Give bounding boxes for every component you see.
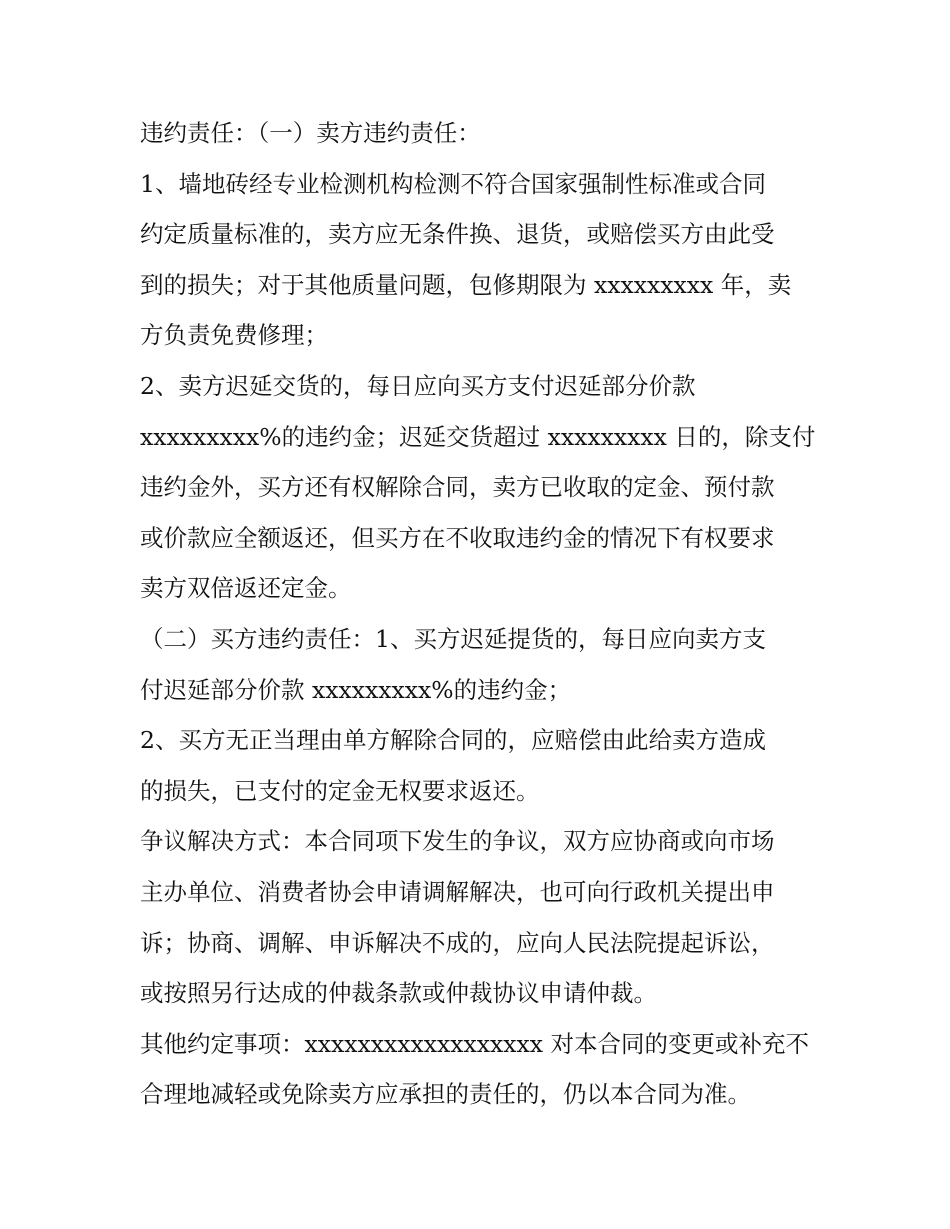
text-line: 合理地减轻或免除卖方应承担的责任的，仍以本合同为准。 — [140, 1080, 751, 1109]
text-line: 的损失，已支付的定金无权要求返还。 — [140, 776, 540, 805]
text-line: 到的损失；对于其他质量问题，包修期限为 xxxxxxxxx 年，卖 — [140, 270, 792, 299]
text-line: 违约责任：（一）卖方违约责任： — [140, 119, 481, 147]
text-line: 或按照另行达成的仲裁条款或仲裁协议申请仲裁。 — [140, 979, 657, 1008]
text-line: 违约金外，买方还有权解除合同，卖方已收取的定金、预付款 — [140, 473, 775, 502]
text-line: 付迟延部分价款 xxxxxxxxx%的违约金； — [140, 675, 572, 704]
text-line: （二）买方违约责任：1、买方迟延提货的，每日应向卖方支 — [140, 624, 766, 653]
text-line: 主办单位、消费者协会申请调解解决，也可向行政机关提出申 — [140, 877, 775, 906]
text-line: 1、墙地砖经专业检测机构检测不符合国家强制性标准或合同 — [140, 169, 766, 198]
text-line: xxxxxxxxx%的违约金；迟延交货超过 xxxxxxxxx 日的，除支付 — [140, 422, 816, 451]
text-line: 其他约定事项：xxxxxxxxxxxxxxxxxx 对本合同的变更或补充不 — [140, 1029, 810, 1058]
text-line: 争议解决方式：本合同项下发生的争议，双方应协商或向市场 — [140, 827, 775, 856]
text-line: 诉；协商、调解、申诉解决不成的，应向人民法院提起诉讼， — [140, 928, 775, 957]
text-line: 约定质量标准的，卖方应无条件换、退货，或赔偿买方由此受 — [140, 220, 775, 249]
text-line: 2、买方无正当理由单方解除合同的，应赔偿由此给卖方造成 — [140, 726, 766, 755]
text-line: 卖方双倍返还定金。 — [140, 574, 352, 603]
text-line: 或价款应全额返还，但买方在不收取违约金的情况下有权要求 — [140, 523, 775, 552]
text-line: 方负责免费修理； — [140, 321, 328, 350]
text-line: 2、卖方迟延交货的，每日应向买方支付迟延部分价款 — [140, 371, 696, 400]
contract-text — [140, 108, 820, 1120]
